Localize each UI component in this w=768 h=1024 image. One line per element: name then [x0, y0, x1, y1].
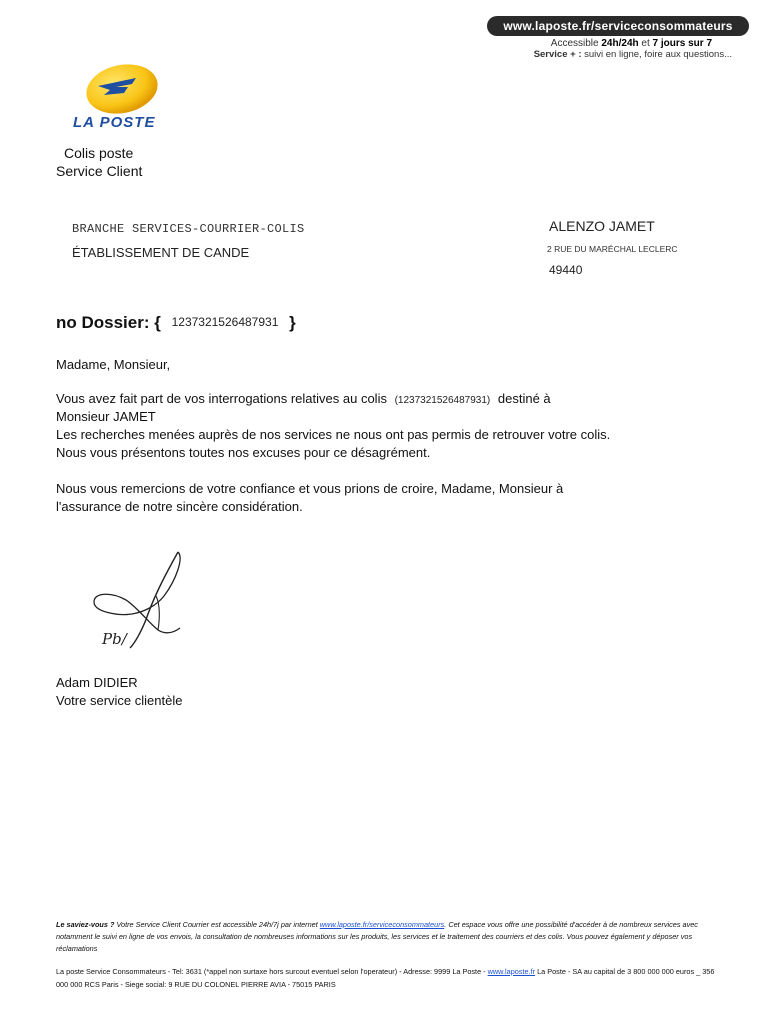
footer-text-1: Votre Service Client Courrier est accessible 24h/7j par internet: [116, 920, 318, 929]
access-prefix: Accessible: [550, 38, 599, 49]
footer-text-2: . Cet espace vous offre une possibilité d'accéder à de nombreux services avec notamment le suivi en ligne de vos envois, la consultation de nombreuses informations sur les produits, les services et le traitement des courriers et des colis. Vous pouvez également y déposer vos réclamations: [56, 920, 698, 953]
sender-line2: Service Client: [56, 163, 143, 179]
paragraph-1-line-1: [56, 390, 551, 410]
recipient-name: ALENZO JAMET: [549, 218, 655, 234]
signature-initials: Pb/: [102, 630, 127, 648]
p1-text-a: Vous avez fait part de vos interrogations relatives au colis: [56, 391, 387, 406]
footer-link-laposte[interactable]: www.laposte.fr: [487, 967, 536, 976]
service-url-banner[interactable]: www.laposte.fr/serviceconsommateurs: [487, 16, 749, 36]
p1-text-b: destiné à: [497, 391, 551, 406]
sender-branch: BRANCHE SERVICES-COURRIER-COLIS: [72, 222, 305, 236]
paragraph-1-line-4: Nous vous présentons toutes nos excuses pour ce désagrément.: [56, 445, 431, 460]
logo-wordmark: LA POSTE: [73, 114, 156, 131]
recipient-zip: 49440: [549, 263, 583, 277]
paragraph-2-line-1: Nous vous remercions de votre confiance et vous prions de croire, Madame, Monsieur à: [56, 481, 564, 496]
service-text: suivi en ligne, foire aux questions...: [584, 49, 732, 60]
recipient-street: 2 RUE DU MARÉCHAL LECLERC: [547, 244, 678, 254]
dossier-label: no Dossier: {: [56, 313, 161, 332]
la-poste-logo: [70, 62, 170, 137]
sender-establishment: ÉTABLISSEMENT DE CANDE: [72, 245, 250, 260]
handwritten-signature: [60, 530, 220, 668]
signer-name: Adam DIDIER: [56, 675, 138, 690]
sender-line1: Colis poste: [64, 145, 134, 161]
service-plus-text: [440, 49, 732, 60]
paragraph-1-line-3: Les recherches menées auprès de nos services ne nous ont pas permis de retrouver votre colis.: [56, 427, 611, 442]
footer-legal: [56, 965, 716, 991]
footer-legal-1: La poste Service Consommateurs - Tel: 3631 (*appel non surtaxe hors surcout eventuel selon l'operateur) - Adresse: 9999 La Poste -: [56, 967, 486, 976]
dossier-number: [56, 313, 296, 333]
footer-info: [56, 919, 716, 955]
dossier-value: 1237321526487931: [171, 315, 279, 329]
greeting: Madame, Monsieur,: [56, 357, 171, 372]
availability-text: [470, 38, 712, 49]
paragraph-1-line-2: Monsieur JAMET: [56, 409, 156, 424]
footer-question: Le saviez-vous ?: [56, 920, 115, 929]
access-hours: 24h/24h: [601, 38, 639, 49]
footer-link-service[interactable]: www.laposte.fr/serviceconsommateurs: [319, 920, 445, 929]
paragraph-2-line-2: l'assurance de notre sincère considération.: [56, 499, 303, 514]
p1-parcel-number: (1237321526487931): [394, 395, 491, 406]
service-label: Service + :: [533, 49, 582, 60]
access-days: 7 jours sur 7: [652, 38, 712, 49]
signer-role: Votre service clientèle: [56, 693, 183, 708]
footer-legal-2: La Poste - SA au capital de 3 800 000 000 euros _ 356 000 000 RCS Paris - Siege social: 9 RUE DU COLONEL PIERRE AVIA - 75015 PARIS: [56, 967, 715, 989]
access-mid: et: [641, 38, 650, 49]
dossier-close: }: [289, 313, 296, 332]
